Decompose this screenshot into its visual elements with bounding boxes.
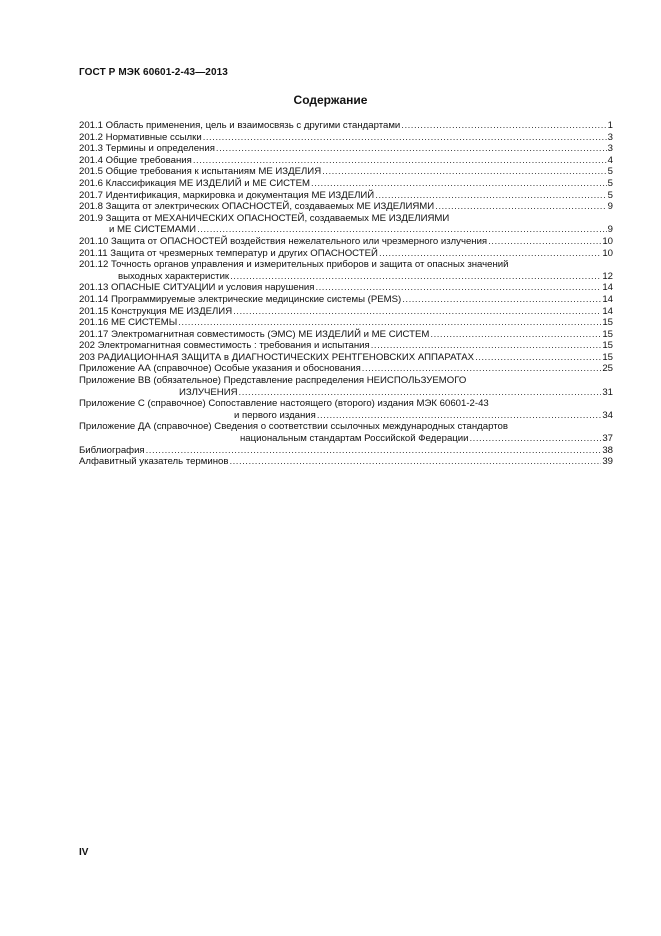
toc-entry[interactable] xyxy=(79,421,613,444)
toc-leader-dots xyxy=(216,143,607,155)
toc-entry-page: 12 xyxy=(602,270,613,282)
toc-entry-page: 9 xyxy=(607,201,613,213)
toc-leader-dots xyxy=(430,329,601,341)
toc-entry[interactable] xyxy=(79,155,613,167)
toc-entry[interactable] xyxy=(79,120,613,132)
toc-entry-page: 39 xyxy=(602,456,613,468)
toc-entry[interactable] xyxy=(79,375,613,398)
toc-entry-title: и первого издания xyxy=(234,409,316,421)
toc-entry-title: 201.13 ОПАСНЫЕ СИТУАЦИИ и условия нарушения xyxy=(79,282,315,294)
toc-entry[interactable] xyxy=(79,282,613,294)
toc-entry-title: 201.6 Классификация МЕ ИЗДЕЛИЙ и МЕ СИСТЕМ xyxy=(79,177,311,189)
toc-entry-page: 1 xyxy=(607,120,613,131)
toc-entry-title: 201.8 Защита от электрических ОПАСНОСТЕЙ, создаваемых МЕ ИЗДЕЛИЯМИ xyxy=(79,201,435,213)
toc-entry-title: Библиография xyxy=(79,444,145,456)
toc-entry-title: 203 РАДИАЦИОННАЯ ЗАЩИТА в ДИАГНОСТИЧЕСКИХ РЕНТГЕНОВСКИХ АППАРАТАХ xyxy=(79,351,475,363)
toc-entry-title: 201.2 Нормативные ссылки xyxy=(79,131,202,143)
table-of-contents xyxy=(79,120,613,468)
toc-leader-dots xyxy=(311,178,607,190)
toc-entry[interactable] xyxy=(79,178,613,190)
document-code: ГОСТ Р МЭК 60601-2-43—2013 xyxy=(79,67,228,78)
toc-entry-title: выходных характеристик xyxy=(118,270,230,282)
toc-entry[interactable] xyxy=(79,294,613,306)
toc-leader-dots xyxy=(470,433,602,445)
toc-leader-dots xyxy=(197,224,607,236)
toc-entry[interactable] xyxy=(79,456,613,468)
toc-title: Содержание xyxy=(293,93,368,107)
toc-entry[interactable] xyxy=(79,317,613,329)
toc-entry[interactable] xyxy=(79,166,613,178)
toc-leader-dots xyxy=(146,445,602,457)
toc-entry-title-first-line: 201.9 Защита от МЕХАНИЧЕСКИХ ОПАСНОСТЕЙ, создаваемых МЕ ИЗДЕЛИЯМИ xyxy=(79,212,450,224)
toc-entry-title: 201.14 Программируемые электрические медицинские системы (PEMS) xyxy=(79,293,402,305)
toc-entry-title-first-line: Приложение С (справочное) Сопоставление настоящего (второго) издания МЭК 60601-2-43 xyxy=(79,398,489,410)
toc-entry-title: Приложение АА (справочное) Особые указания и обоснования xyxy=(79,363,361,375)
toc-entry-page: 3 xyxy=(607,131,613,143)
toc-entry-page: 5 xyxy=(607,189,613,201)
toc-leader-dots xyxy=(233,306,601,318)
toc-entry[interactable] xyxy=(79,132,613,144)
toc-entry-page: 31 xyxy=(602,386,613,398)
toc-leader-dots xyxy=(401,120,606,132)
toc-entry-page: 14 xyxy=(602,305,613,317)
toc-entry[interactable] xyxy=(79,213,613,236)
page-number: IV xyxy=(79,847,89,858)
toc-entry-title: 201.1 Область применения, цель и взаимосвязь с другими стандартами xyxy=(79,120,401,131)
toc-entry-page: 25 xyxy=(602,363,613,375)
toc-entry[interactable] xyxy=(79,143,613,155)
toc-entry[interactable] xyxy=(79,190,613,202)
toc-entry-title-first-line: 201.12 Точность органов управления и измерительных приборов и защита от опасных значений xyxy=(79,259,509,271)
toc-entry-page: 15 xyxy=(602,328,613,340)
toc-entry-page: 14 xyxy=(602,282,613,294)
toc-entry-page: 9 xyxy=(607,224,613,236)
toc-leader-dots xyxy=(322,166,607,178)
toc-entry-page: 10 xyxy=(602,247,613,259)
toc-entry[interactable] xyxy=(79,340,613,352)
toc-entry-title: 202 Электромагнитная совместимость : требования и испытания xyxy=(79,340,370,352)
toc-leader-dots xyxy=(315,282,601,294)
toc-entry-page: 15 xyxy=(602,317,613,329)
toc-entry[interactable] xyxy=(79,363,613,375)
toc-entry-title: 201.10 Защита от ОПАСНОСТЕЙ воздействия нежелательного или чрезмерного излучения xyxy=(79,235,488,247)
toc-entry-title: 201.16 МЕ СИСТЕМЫ xyxy=(79,317,178,329)
toc-entry-page: 15 xyxy=(602,340,613,352)
toc-leader-dots xyxy=(362,363,602,375)
toc-entry-page: 15 xyxy=(602,351,613,363)
toc-entry-title: и МЕ СИСТЕМАМИ xyxy=(109,224,197,236)
toc-entry-title: 201.3 Термины и определения xyxy=(79,143,215,155)
toc-leader-dots xyxy=(475,352,601,364)
toc-leader-dots xyxy=(203,132,607,144)
toc-leader-dots xyxy=(371,340,602,352)
toc-entry-title: 201.11 Защита от чрезмерных температур и других ОПАСНОСТЕЙ xyxy=(79,247,378,259)
toc-leader-dots xyxy=(317,410,601,422)
toc-entry[interactable] xyxy=(79,306,613,318)
toc-leader-dots xyxy=(488,236,601,248)
toc-entry[interactable] xyxy=(79,445,613,457)
toc-entry-title: 201.5 Общие требования к испытаниям МЕ ИЗДЕЛИЯ xyxy=(79,166,322,178)
toc-entry[interactable] xyxy=(79,248,613,260)
toc-entry-page: 37 xyxy=(602,433,613,445)
toc-entry-page: 4 xyxy=(607,154,613,166)
toc-leader-dots xyxy=(230,271,601,283)
toc-leader-dots xyxy=(435,201,606,213)
toc-entry[interactable] xyxy=(79,352,613,364)
toc-leader-dots xyxy=(379,248,601,260)
toc-leader-dots xyxy=(178,317,601,329)
toc-entry-page: 10 xyxy=(602,235,613,247)
toc-leader-dots xyxy=(229,456,601,468)
toc-leader-dots xyxy=(402,294,601,306)
toc-entry-title: 201.7 Идентификация, маркировка и документация МЕ ИЗДЕЛИЙ xyxy=(79,189,375,201)
toc-entry-title: ИЗЛУЧЕНИЯ xyxy=(179,386,238,398)
toc-entry-title-first-line: Приложение ВВ (обязательное) Представление распределения НЕИСПОЛЬЗУЕМОГО xyxy=(79,375,467,387)
toc-entry-page: 5 xyxy=(607,177,613,189)
toc-entry-page: 34 xyxy=(602,409,613,421)
toc-entry-title: 201.17 Электромагнитная совместимость (ЭМС) МЕ ИЗДЕЛИЙ и МЕ СИСТЕМ xyxy=(79,328,430,340)
toc-leader-dots xyxy=(375,190,606,202)
toc-entry[interactable] xyxy=(79,201,613,213)
toc-entry-page: 3 xyxy=(607,143,613,155)
toc-entry-page: 14 xyxy=(602,293,613,305)
toc-entry[interactable] xyxy=(79,259,613,282)
toc-entry-page: 38 xyxy=(602,444,613,456)
toc-entry-title: Алфавитный указатель терминов xyxy=(79,456,229,468)
toc-entry[interactable] xyxy=(79,236,613,248)
toc-entry-title-first-line: Приложение ДА (справочное) Сведения о соответствии ссылочных международных стандартов xyxy=(79,421,508,433)
toc-entry-title: 201.4 Общие требования xyxy=(79,154,192,166)
toc-entry[interactable] xyxy=(79,329,613,341)
toc-leader-dots xyxy=(239,387,602,399)
toc-entry-title: 201.15 Конструкция МЕ ИЗДЕЛИЯ xyxy=(79,305,233,317)
toc-leader-dots xyxy=(193,155,607,167)
toc-entry-title: национальным стандартам Российской Федерации xyxy=(240,433,469,445)
toc-entry[interactable] xyxy=(79,398,613,421)
toc-entry-page: 5 xyxy=(607,166,613,178)
